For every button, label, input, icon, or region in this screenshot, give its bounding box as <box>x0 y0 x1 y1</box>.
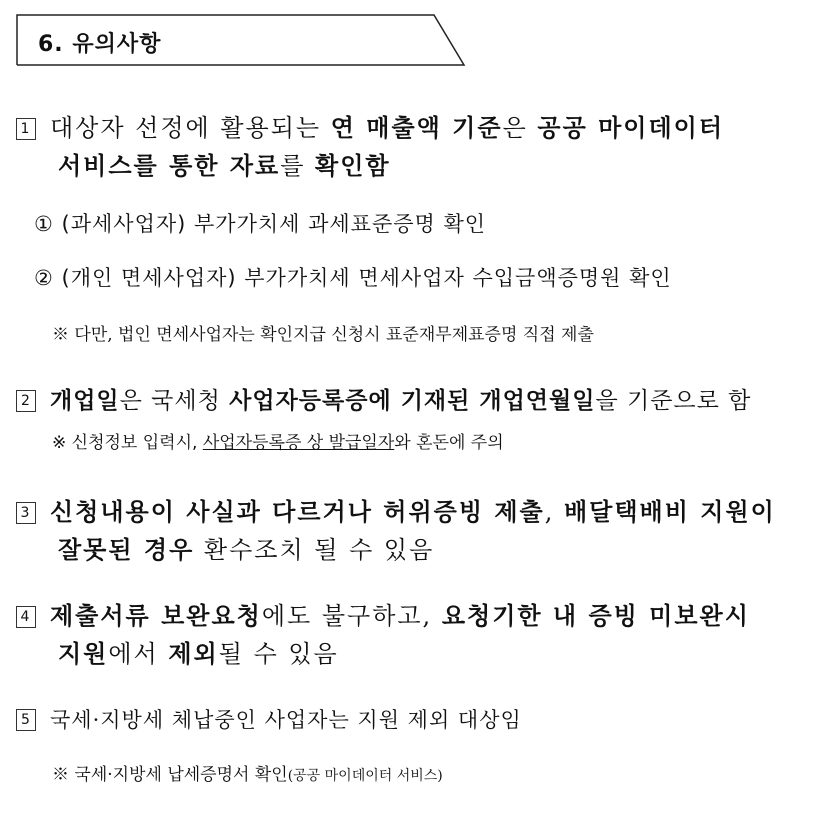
item-number-box: 1 <box>16 118 36 140</box>
item-3-text-e: 환수조치 될 수 있음 <box>194 536 435 564</box>
item-4-text-f: 제외 <box>168 639 219 668</box>
item-5-note-a: ※ 국세·지방세 납세증명서 확인 <box>52 765 288 785</box>
item-1-text-f: 를 <box>280 152 316 180</box>
item-2-note-b: 사업자등록증 상 발급일자 <box>202 433 395 453</box>
section-header <box>16 14 466 66</box>
item-1-text-b: 연 매출액 기준 <box>330 113 503 142</box>
item-2-text-c: 사업자등록증에 기재된 개업연월일 <box>229 388 596 414</box>
item-1-text-a: 대상자 선정에 활용되는 <box>50 114 331 142</box>
item-1-text-e: 서비스를 통한 자료 <box>58 151 281 180</box>
item-1-sub-1 <box>34 208 486 238</box>
item-4-text-e: 에서 <box>108 640 169 668</box>
item-1-note: ※ 다만, 법인 면세사업자는 확인지급 신청시 표준재무제표증명 직접 제출 <box>52 325 594 345</box>
item-4-text-c: 요청기한 내 증빙 미보완시 <box>441 601 750 630</box>
item-number-box: 4 <box>16 606 36 628</box>
item-4-text-a: 제출서류 보완요청 <box>50 601 262 630</box>
item-5-note-b: (공공 마이데이터 서비스) <box>287 768 443 784</box>
item-2-line-1 <box>16 382 751 415</box>
item-2-note <box>52 428 504 453</box>
item-2-text-d: 을 기준으로 함 <box>595 388 752 414</box>
item-2-text-b: 은 국세청 <box>119 388 230 414</box>
item-2-note-c: 와 혼돈에 주의 <box>394 433 504 453</box>
sub-marker: ① <box>34 212 54 236</box>
item-1-sub-2 <box>34 262 672 292</box>
item-1-line-1 <box>16 108 724 143</box>
item-3-line-2 <box>58 530 434 565</box>
item-4-line-2 <box>58 634 339 669</box>
item-number-box: 3 <box>16 502 36 524</box>
item-3-line-1 <box>16 492 776 527</box>
item-1-text-g: 확인함 <box>315 151 391 180</box>
item-number-box: 2 <box>16 390 36 412</box>
sub-marker: ② <box>34 266 54 290</box>
item-4-text-d: 지원 <box>58 639 109 668</box>
item-2-text-a: 개업일 <box>50 388 120 414</box>
section-title: 6. 유의사항 <box>38 32 162 57</box>
item-3-text-d: 잘못된 경우 <box>58 535 195 564</box>
item-4-text-b: 에도 불구하고, <box>261 602 442 630</box>
item-1-line-2 <box>58 146 391 181</box>
item-4-text-g: 될 수 있음 <box>218 640 339 668</box>
sub-text: (개인 면세사업자) 부가가치세 면세사업자 수입금액증명원 확인 <box>61 266 672 290</box>
item-1-text-d: 공공 마이데이터 <box>537 113 725 142</box>
item-3-text-b: , <box>544 498 564 526</box>
item-3-text-c: 배달택배비 지원이 <box>564 497 776 526</box>
item-4-line-1 <box>16 596 750 631</box>
item-1-text-c: 은 <box>502 114 538 142</box>
item-3-text-a: 신청내용이 사실과 다르거나 허위증빙 제출 <box>50 497 545 526</box>
item-5-note <box>52 760 443 785</box>
item-2-note-a: ※ 신청정보 입력시, <box>52 433 203 453</box>
item-5-line-1 <box>16 704 522 734</box>
item-5-text: 국세·지방세 체납중인 사업자는 지원 제외 대상임 <box>50 708 522 732</box>
item-number-box: 5 <box>16 709 36 731</box>
sub-text: (과세사업자) 부가가치세 과세표준증명 확인 <box>61 212 487 236</box>
